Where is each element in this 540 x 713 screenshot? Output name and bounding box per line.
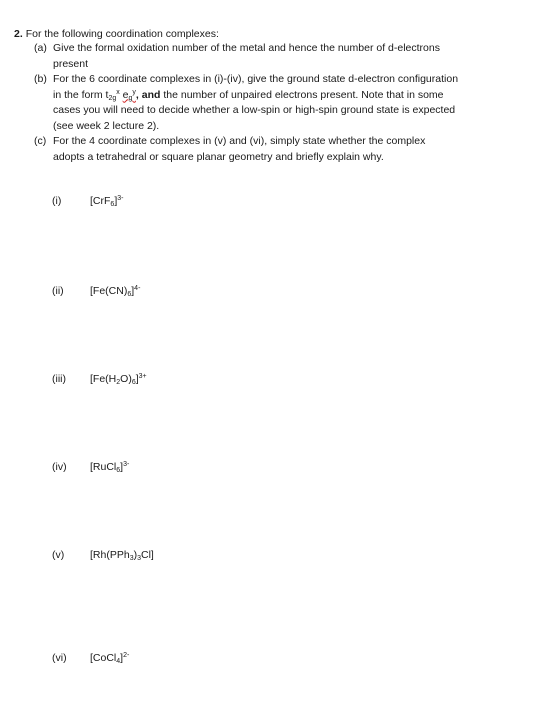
- part-a-tag: (a): [34, 42, 47, 54]
- complex-numeral: (vi): [52, 652, 67, 664]
- complex-numeral: (iv): [52, 461, 67, 473]
- part-b-line-4: (see week 2 lecture 2).: [53, 119, 160, 132]
- complex-numeral: (i): [52, 195, 62, 207]
- part-b-tag: (b): [34, 73, 47, 85]
- bold-and: , and: [135, 88, 161, 101]
- part-a-line-2: present: [53, 57, 89, 70]
- complex-numeral: (ii): [52, 285, 64, 297]
- part-b-line-2: [53, 88, 524, 104]
- question-intro: For the following coordination complexes:: [25, 28, 219, 40]
- complex-numeral: (v): [52, 549, 65, 561]
- complex-v: [52, 548, 154, 562]
- complex-formula: $[Rh(PPh_3)_3Cl]$: [90, 549, 154, 562]
- part-c-line-1: For the 4 coordinate complexes in (v) and (vi), simply state whether the complex: [53, 135, 426, 147]
- part-a: [34, 41, 524, 72]
- complex-formula: $[CrF_6]^{3-}$: [90, 195, 124, 208]
- eg-term: $e_g^y$: [122, 88, 136, 102]
- complex-formula: $[Fe(CN)_6]^{4-}$: [90, 285, 141, 298]
- question-heading: [14, 27, 219, 42]
- part-b: [34, 72, 524, 134]
- part-c-tag: (c): [34, 135, 47, 147]
- part-b-in-the-form: in the form t: [53, 88, 109, 101]
- part-c: [34, 134, 524, 165]
- part-c-line-2: adopts a tetrahedral or square planar geometry and briefly explain why.: [53, 150, 384, 163]
- complex-iv: [52, 460, 129, 474]
- complex-i: [52, 194, 123, 208]
- complex-ii: [52, 284, 140, 298]
- part-a-line-1: Give the formal oxidation number of the metal and hence the number of d-electrons: [53, 42, 440, 54]
- part-b-line-3: cases you will need to decide whether a low-spin or high-spin ground state is expected: [53, 104, 456, 117]
- question-number: 2.: [14, 28, 23, 40]
- complex-formula: $[Fe(H_2O)_6]^{3+}$: [90, 373, 147, 386]
- complex-iii: [52, 372, 147, 386]
- part-b-line-1: For the 6 coordinate complexes in (i)-(iv), give the ground state d-electron configuration: [53, 73, 459, 85]
- t-superscript: x: [116, 88, 120, 96]
- complex-vi: [52, 651, 129, 665]
- part-b-line-2-rest: the number of unpaired electrons present. Note that in some: [160, 88, 444, 101]
- complex-numeral: (iii): [52, 373, 66, 385]
- complex-formula: [RuCl$_6$]$^{3-}$: [90, 461, 130, 474]
- t-subscript: 2g: [108, 94, 117, 102]
- complex-formula: [CoCl$_4$]$^{2-}$: [90, 652, 130, 665]
